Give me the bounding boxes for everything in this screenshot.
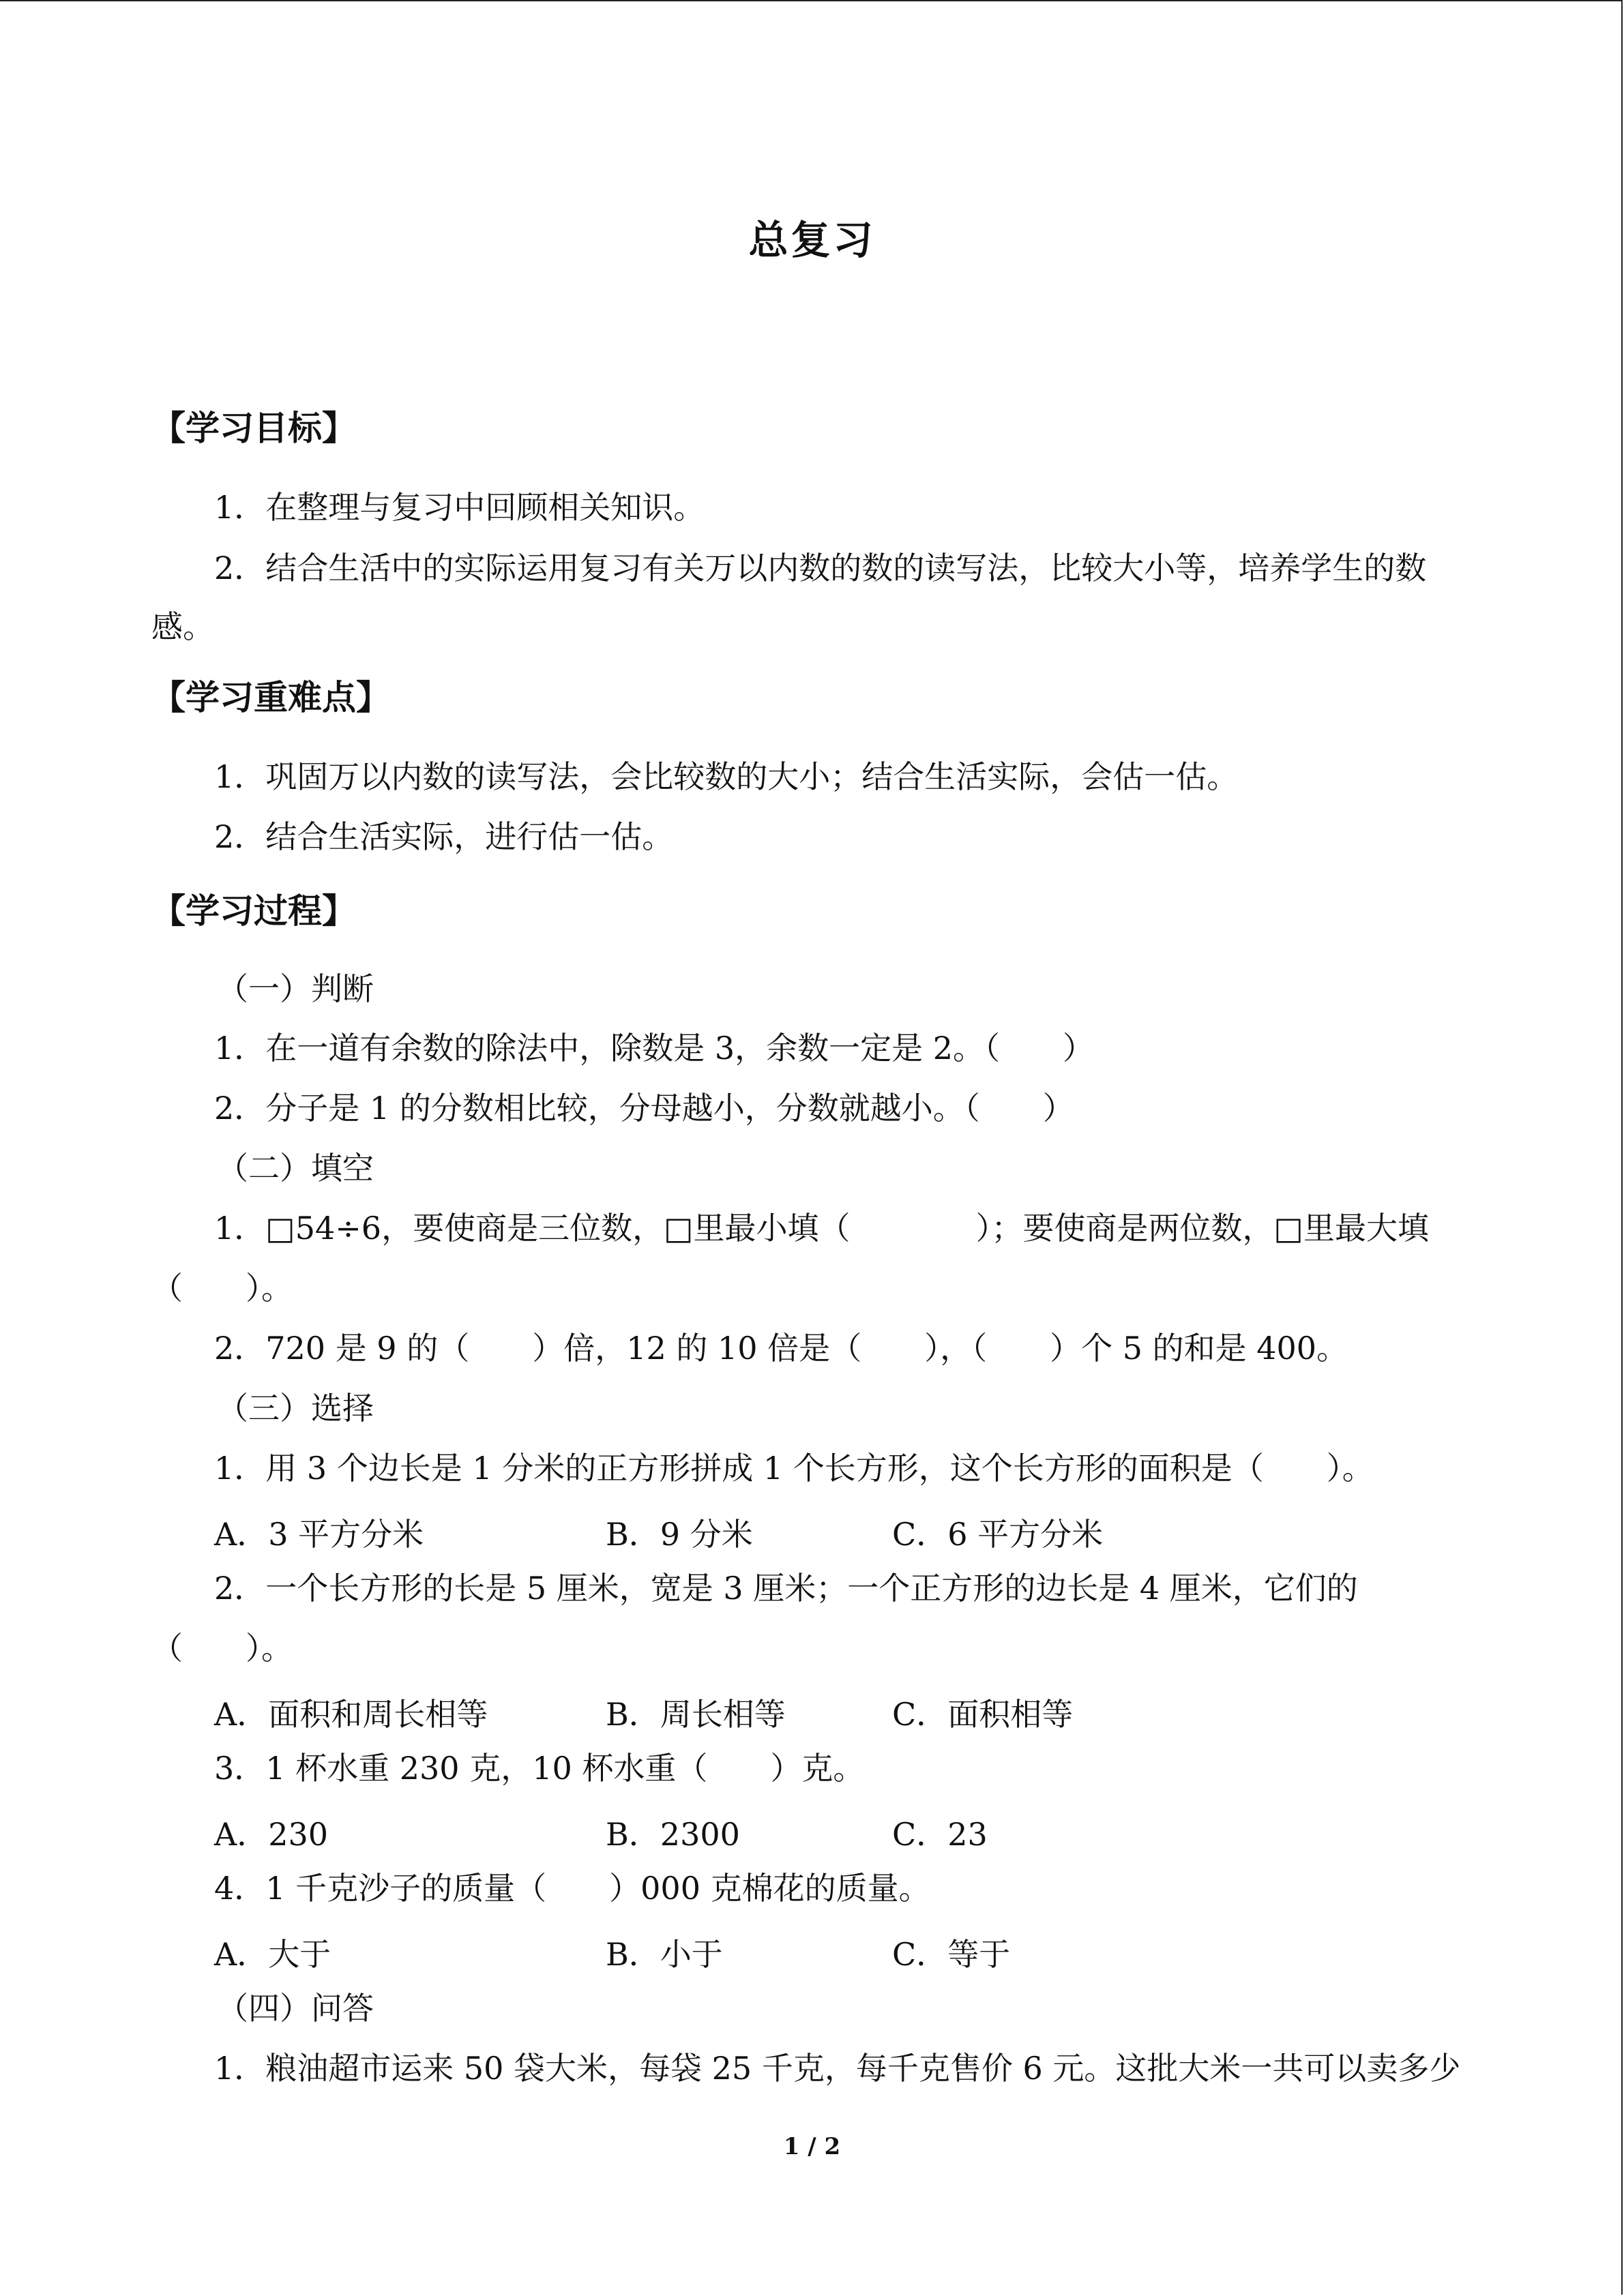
choice-q4: 4．1 千克沙子的质量（ ）000 克棉花的质量。 bbox=[214, 1870, 930, 1907]
choice-q2-option-a: A．面积和周长相等 bbox=[214, 1696, 488, 1733]
choice-q2-option-b: B．周长相等 bbox=[606, 1696, 786, 1733]
goal-1: 1．在整理与复习中回顾相关知识。 bbox=[214, 489, 705, 526]
judge-q1: 1．在一道有余数的除法中，除数是 3，余数一定是 2。（ ） bbox=[214, 1030, 1095, 1067]
fill-q1-cont: （ ）。 bbox=[151, 1270, 293, 1307]
goal-2: 2．结合生活中的实际运用复习有关万以内数的数的读写法，比较大小等，培养学生的数 bbox=[214, 550, 1427, 586]
choice-q1-option-b: B．9 分米 bbox=[606, 1516, 753, 1553]
choice-q3-option-a: A．230 bbox=[214, 1816, 329, 1853]
qa-label: （四）问答 bbox=[217, 1990, 374, 2027]
choice-q3-option-b: B．2300 bbox=[606, 1816, 740, 1853]
choice-q2-cont: （ ）。 bbox=[151, 1630, 293, 1667]
choice-q4-option-c: C．等于 bbox=[892, 1936, 1011, 1973]
choice-q4-option-a: A．大于 bbox=[214, 1936, 331, 1973]
page-title: 总复习 bbox=[748, 217, 876, 263]
fill-q1: 1．□54÷6，要使商是三位数，□里最小填（ ）；要使商是两位数，□里最大填 bbox=[214, 1210, 1429, 1247]
choice-q1-option-c: C．6 平方分米 bbox=[892, 1516, 1104, 1553]
key-point-2: 2．结合生活实际，进行估一估。 bbox=[214, 818, 674, 855]
choice-q3: 3．1 杯水重 230 克，10 杯水重（ ）克。 bbox=[214, 1750, 865, 1787]
choice-q3-option-c: C．23 bbox=[892, 1816, 988, 1853]
qa-q1: 1．粮油超市运来 50 袋大米，每袋 25 千克，每千克售价 6 元。这批大米一共可以卖多少 bbox=[214, 2050, 1461, 2087]
choice-label: （三）选择 bbox=[217, 1390, 374, 1427]
fill-q2: 2．720 是 9 的（ ）倍，12 的 10 倍是（ ），（ ）个 5 的和是 400。 bbox=[214, 1330, 1348, 1367]
judge-q2: 2．分子是 1 的分数相比较，分母越小，分数就越小。（ ） bbox=[214, 1090, 1074, 1127]
key-heading: 【学习重难点】 bbox=[151, 678, 390, 717]
choice-q2-option-c: C．面积相等 bbox=[892, 1696, 1074, 1733]
key-point-1: 1．巩固万以内数的读写法，会比较数的大小；结合生活实际，会估一估。 bbox=[214, 758, 1239, 795]
page-number: 1 / 2 bbox=[783, 2133, 841, 2160]
process-heading: 【学习过程】 bbox=[151, 891, 356, 931]
goals-heading: 【学习目标】 bbox=[151, 408, 356, 448]
judge-label: （一）判断 bbox=[217, 970, 374, 1007]
fill-label: （二）填空 bbox=[217, 1150, 374, 1187]
choice-q4-option-b: B．小于 bbox=[606, 1936, 723, 1973]
goal-2-cont: 感。 bbox=[151, 608, 214, 645]
choice-q1-option-a: A．3 平方分米 bbox=[214, 1516, 424, 1553]
choice-q2: 2．一个长方形的长是 5 厘米，宽是 3 厘米；一个正方形的边长是 4 厘米，它们的 bbox=[214, 1570, 1358, 1607]
choice-q1: 1．用 3 个边长是 1 分米的正方形拼成 1 个长方形，这个长方形的面积是（ ）。 bbox=[214, 1450, 1374, 1487]
